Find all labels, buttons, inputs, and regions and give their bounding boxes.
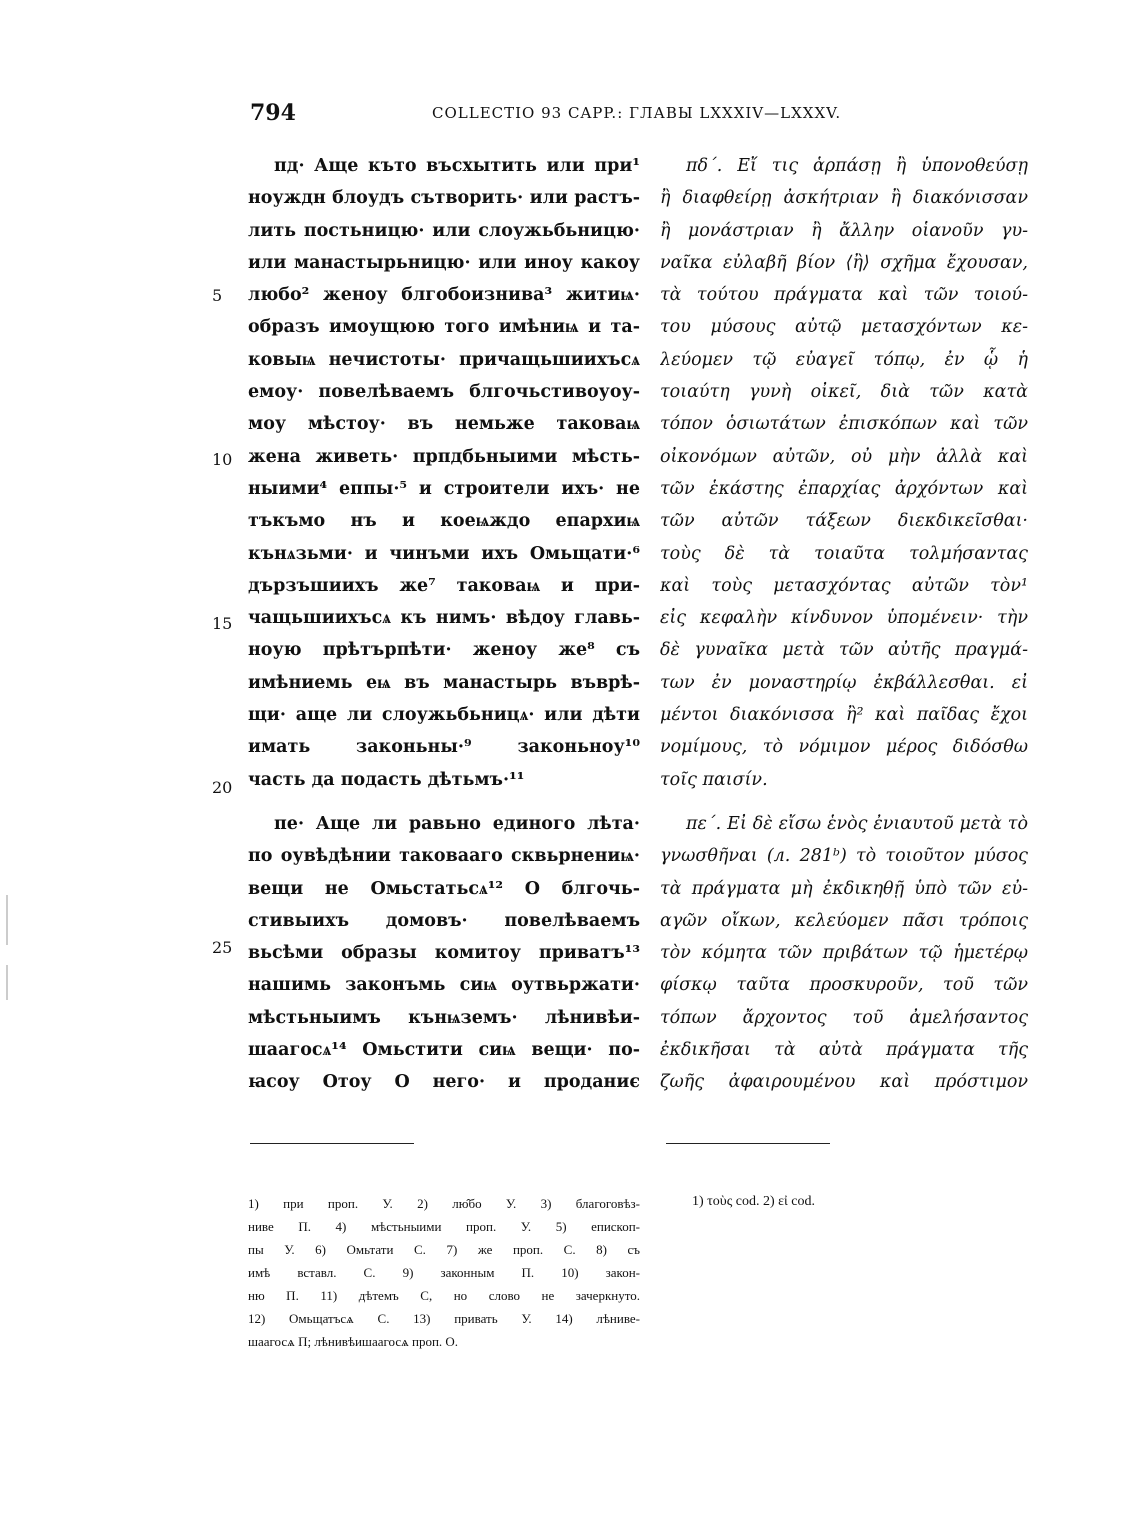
text-line: вьсѣми образы комитоу приватъ¹³ [248, 943, 640, 964]
text-line: τοιαύτη γυνὴ οἰκεῖ, διὰ τῶν κατὰ [660, 382, 1028, 403]
text-line: τοῖς παισίν. [660, 769, 768, 790]
text-line: пд· Аще къто въсхытить или при¹ [274, 156, 640, 176]
text-line: любо² женоу блгобоизнива³ житиѩ· [248, 285, 640, 306]
text-line: по оувѣдѣнии таковааго сквьрнениѩ· [248, 846, 640, 867]
text-line: τῶν ἑκάστης ἐπαρχίας ἀρχόντων καὶ [660, 478, 1028, 499]
text-line: жена живеть· прпдбьныими мѣсть- [248, 446, 640, 467]
text-line: шаагосѧ¹⁴ Омьстити сиѩ вещи· по- [248, 1040, 640, 1061]
text-line: μέντοι διακόνισσα ἢ² καὶ παῖδας ἔχοι [660, 705, 1028, 726]
text-line: εἰς κεφαλὴν κίνδυνον ὑπομένειν· τὴν [660, 608, 1028, 629]
text-line: φίσκῳ ταῦτα προσκυροῦν, τοῦ τῶν [660, 975, 1028, 996]
text-line: ζωῆς ἀφαιρουμένου καὶ πρόστιμον [660, 1072, 1028, 1093]
text-line: щи· аще ли слоужьбьницѧ· или дѣти [248, 705, 640, 726]
text-line: τὰ τούτου πράγματα καὶ τῶν τοιού- [660, 285, 1028, 306]
line-number-20: 20 [212, 778, 233, 797]
line-number-15: 15 [212, 614, 233, 633]
text-line: тъкъмо нъ и коеѩждо епархиѩ [248, 511, 640, 532]
page-number: 794 [250, 100, 296, 126]
text-line: ныими⁴ еппы·⁵ и строители ихъ· не [248, 478, 640, 499]
text-line: нашимь законъмь сиѩ оутвьржати· [248, 975, 640, 996]
text-line: αγῶν οἴκων, κελεύομεν πᾶσι τρόποις [660, 910, 1028, 931]
text-line: ἢ μονάστριαν ἢ ἄλλην οἱανοῦν γυ- [660, 220, 1028, 241]
text-line: стивыихъ домовъ· повелѣваемъ [248, 910, 640, 931]
text-line: кънѧзьми· и чинъми ихъ Омьщати·⁶ [248, 543, 640, 564]
running-head: COLLECTIO 93 CAPP.: ГЛАВЫ LXXXIV—LXXXV. [432, 104, 842, 122]
footnote-line: шаагосѧ П; лѣнивѣишаагосѧ проп. О. [248, 1334, 459, 1349]
text-line: ꙗсоу Отоу О него· и проданиє [248, 1072, 640, 1093]
footnote-line: 12) Омьщатъсѧ С. 13) привать У. 14) лѣниве- [248, 1311, 640, 1326]
text-line: имать законьны·⁹ законьноу¹⁰ [248, 737, 640, 758]
text-line: ἐκδικῆσαι τὰ αὐτὰ πράγματα τῆς [660, 1040, 1028, 1061]
slavonic-column [248, 150, 640, 1099]
text-line: мѣстьныимъ кънѩземъ· лѣнивѣи- [248, 1007, 640, 1028]
line-number-25: 25 [212, 938, 233, 957]
greek-column [660, 150, 1028, 1099]
line-number-5: 5 [212, 286, 223, 305]
text-line: ноую прѣтърпѣти· женоу же⁸ съ [248, 640, 640, 661]
footnote-line: имѣ вставл. С. 9) законным П. 10) закон- [248, 1265, 640, 1280]
text-line: τόπων ἄρχοντος τοῦ ἀμελήσαντος [660, 1007, 1028, 1028]
text-line: емоу· повелѣваемъ блгочьстивоуоу- [248, 382, 640, 403]
text-line: πε΄. Εἰ δὲ εἴσω ἑνὸς ἐνιαυτοῦ μετὰ τὸ [686, 813, 1028, 834]
text-line: τόπον ὁσιωτάτων ἐπισκόπων καὶ τῶν [660, 414, 1028, 435]
text-line: δὲ γυναῖκα μετὰ τῶν αὐτῆς πραγμά- [660, 640, 1028, 661]
text-line: τὸν κόμητα τῶν πριβάτων τῷ ἡμετέρῳ [660, 943, 1028, 964]
text-line: νομίμους, τὸ νόμιμον μέρος διδόσθω [660, 737, 1028, 758]
footnote-line: пы У. 6) Омьтати С. 7) же проп. С. 8) съ [248, 1242, 640, 1257]
text-line: вещи не Омьстатьсѧ¹² О блгочь- [248, 878, 640, 899]
text-line: τῶν αὐτῶν τάξεων διεκδικεῖσθαι· [660, 511, 1028, 532]
text-line: ковыѩ нечистоты· причащьшиихъсѧ [248, 349, 640, 370]
text-line: часть да подасть дѣтьмъ·¹¹ [248, 769, 525, 790]
text-line: пе· Аще ли равьно единого лѣта· [274, 813, 640, 834]
text-line: ναῖκα εὐλαβῆ βίον ⟨ἢ⟩ σχῆμα ἔχουσαν, [660, 252, 1028, 273]
text-line: дързъшиихъ же⁷ таковаѩ и при- [248, 575, 640, 596]
text-line: του μύσους αὐτῷ μετασχόντων κε- [660, 317, 1028, 338]
text-line: чащьшиихъсѧ къ нимъ· вѣдоу главь- [248, 608, 640, 629]
footnote-rule-right [666, 1143, 830, 1144]
text-line: моу мѣстоу· въ немьже таковаѩ [248, 414, 640, 435]
text-line: πδ΄. Εἴ τις ἁρπάσῃ ἢ ὑπονοθεύσῃ [686, 156, 1028, 176]
text-line: τὰ πράγματα μὴ ἐκδικηθῇ ὑπὸ τῶν εὐ- [660, 878, 1028, 899]
footnote-rule-left [250, 1143, 414, 1144]
footnote-line: 1) при проп. У. 2) лю̂бо У. 3) благоговѣз- [248, 1196, 640, 1211]
text-line: γνωσθῆναι (л. 281ᵇ) τὸ τοιοῦτον μύσος [660, 846, 1028, 867]
footnote-line: ниве П. 4) мѣстьныими проп. У. 5) епископ- [248, 1219, 640, 1234]
text-line: τοὺς δὲ τὰ τοιαῦτα τολμήσαντας [660, 543, 1028, 564]
text-line: имѣниемь еѩ въ манастырь въврѣ- [248, 672, 640, 693]
text-line: των ἐν μοναστηρίῳ ἐκβάλλεσθαι. εἰ [660, 672, 1028, 693]
scan-edge-mark [6, 895, 8, 945]
text-line: образъ имоущюю того имѣниѩ и та- [248, 317, 640, 338]
text-line: λεύομεν τῷ εὐαγεῖ τόπῳ, ἐν ᾧ ἡ [660, 349, 1028, 370]
text-line: οἰκονόμων αὐτῶν, οὐ μὴν ἀλλὰ καὶ [660, 446, 1028, 467]
text-line: ноуждн блоудъ сътворить· или растъ- [248, 188, 640, 209]
scan-edge-mark [6, 965, 8, 1000]
footnotes-right: 1) τοὺς cod. 2) εἰ cod. [692, 1194, 815, 1209]
text-line: лить постьницю· или слоужьбьницю· [248, 220, 640, 241]
footnotes-left [248, 1192, 640, 1353]
text-line: или манастырьницю· или иноу какоу [248, 252, 640, 273]
footnote-line: ню П. 11) дѣтемъ С, но слово не зачеркнуто. [248, 1288, 640, 1303]
line-number-10: 10 [212, 450, 233, 469]
text-line: καὶ τοὺς μετασχόντας αὐτῶν τὸν¹ [660, 575, 1028, 596]
text-line: ἢ διαφθείρῃ ἀσκήτριαν ἢ διακόνισσαν [660, 188, 1028, 209]
